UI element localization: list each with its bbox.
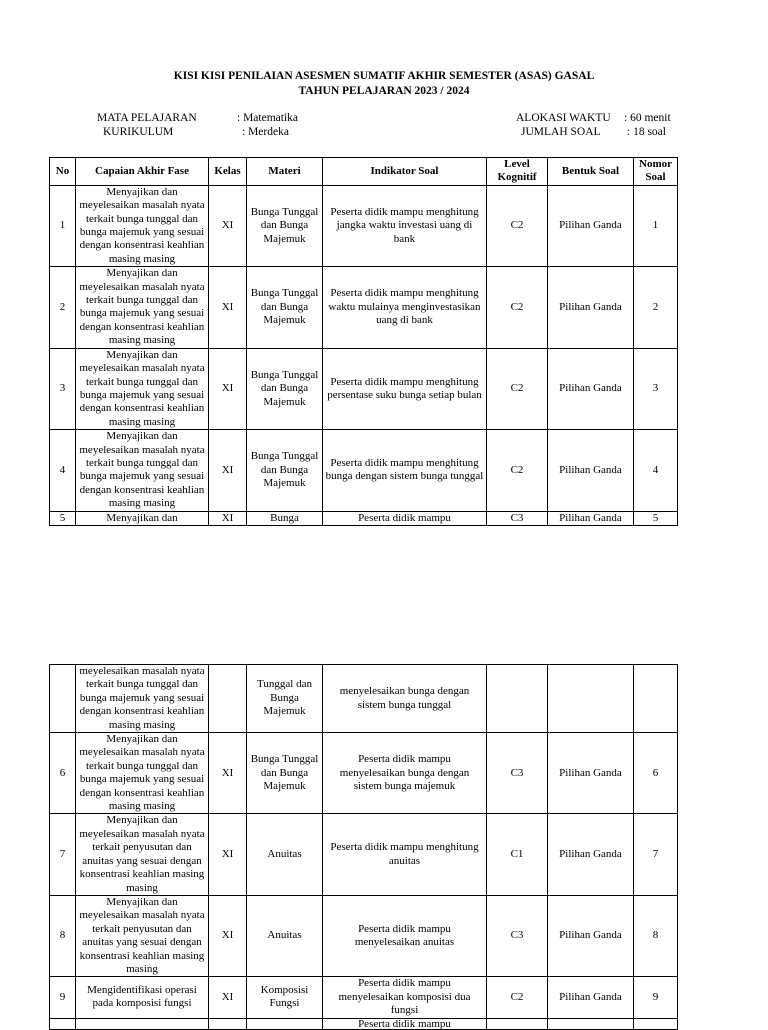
cell-capaian: Menyajikan dan meyelesaikan masalah nyata terkait penyusutan dan anuitas yang sesuai dengan konsentrasi keahlian masing masing (76, 895, 209, 976)
table-row (50, 267, 678, 348)
cell-level: C2 (487, 185, 548, 266)
cell-materi: Bunga Tunggal dan Bunga Majemuk (247, 733, 323, 814)
table-row-continuation (50, 665, 678, 733)
table-row (50, 977, 678, 1018)
cell-bentuk: Pilihan Ganda (548, 430, 634, 511)
cell-bentuk: Pilihan Ganda (548, 814, 634, 895)
cell-kelas: XI (209, 977, 247, 1018)
cell-level: C2 (487, 977, 548, 1018)
table-row (50, 430, 678, 511)
cell-kelas: XI (209, 430, 247, 511)
alokasi-value: : 60 menit (624, 112, 671, 124)
header-kelas: Kelas (209, 158, 247, 186)
table-row (50, 348, 678, 429)
cell-kelas: XI (209, 733, 247, 814)
cell-capaian: Menyajikan dan meyelesaikan masalah nyata terkait bunga tunggal dan bunga majemuk yang sesuai dengan konsentrasi keahlian masing masing (76, 733, 209, 814)
jumlah-label: JUMLAH SOAL (521, 126, 601, 138)
cell-no: 3 (50, 348, 76, 429)
cell-kelas (209, 665, 247, 733)
cell-no: 1 (50, 185, 76, 266)
cell-capaian: Mengidentifikasi operasi pada komposisi fungsi (76, 977, 209, 1018)
cell-bentuk: Pilihan Ganda (548, 733, 634, 814)
cell-bentuk (548, 665, 634, 733)
kurikulum-label: KURIKULUM (103, 126, 174, 138)
header-indikator: Indikator Soal (323, 158, 487, 186)
cell-indikator: Peserta didik mampu (323, 511, 487, 525)
cell-no (50, 665, 76, 733)
cell-materi: Bunga Tunggal dan Bunga Majemuk (247, 185, 323, 266)
cell-no: 5 (50, 511, 76, 525)
header-materi: Materi (247, 158, 323, 186)
cell-bentuk: Pilihan Ganda (548, 977, 634, 1018)
cell-level: C1 (487, 814, 548, 895)
cell-bentuk: Pilihan Ganda (548, 895, 634, 976)
cell-kelas: XI (209, 511, 247, 525)
cell-materi: Komposisi Fungsi (247, 977, 323, 1018)
cell-nomor: 8 (634, 895, 678, 976)
cell-level: C2 (487, 348, 548, 429)
cell-materi: Tunggal dan Bunga Majemuk (247, 665, 323, 733)
cell-indikator: Peserta didik mampu menghitung waktu mulainya menginvestasikan uang di bank (323, 267, 487, 348)
mapel-value: : Matematika (237, 112, 298, 124)
document-subtitle: TAHUN PELAJARAN 2023 / 2024 (298, 85, 470, 97)
cell-materi: Anuitas (247, 814, 323, 895)
kisi-table-page2 (49, 664, 678, 1030)
cell-kelas: XI (209, 348, 247, 429)
table-row (50, 814, 678, 895)
cell-capaian: Menyajikan dan meyelesaikan masalah nyata terkait penyusutan dan anuitas yang sesuai dengan konsentrasi keahlian masing masing (76, 814, 209, 895)
cell-indikator: Peserta didik mampu (323, 1018, 487, 1029)
cell-no: 8 (50, 895, 76, 976)
cell-nomor (634, 665, 678, 733)
cell-level (487, 665, 548, 733)
cell-nomor: 2 (634, 267, 678, 348)
cell-indikator: Peserta didik mampu menyelesaikan bunga dengan sistem bunga majemuk (323, 733, 487, 814)
cell-kelas: XI (209, 814, 247, 895)
jumlah-value: : 18 soal (627, 126, 666, 138)
table-row (50, 895, 678, 976)
cell-materi: Bunga (247, 511, 323, 525)
header-bentuk: Bentuk Soal (548, 158, 634, 186)
cell-nomor: 5 (634, 511, 678, 525)
cell-indikator: Peserta didik mampu menghitung jangka waktu investasi uang di bank (323, 185, 487, 266)
cell-materi: Bunga Tunggal dan Bunga Majemuk (247, 348, 323, 429)
cell-capaian: Menyajikan dan meyelesaikan masalah nyata terkait bunga tunggal dan bunga majemuk yang sesuai dengan konsentrasi keahlian masing masing (76, 430, 209, 511)
cell-indikator: Peserta didik mampu menghitung bunga dengan sistem bunga tunggal (323, 430, 487, 511)
cell-nomor: 7 (634, 814, 678, 895)
cell-kelas: XI (209, 185, 247, 266)
cell-nomor: 9 (634, 977, 678, 1018)
header-no: No (50, 158, 76, 186)
cell-level: C3 (487, 733, 548, 814)
cell-materi: Anuitas (247, 895, 323, 976)
table-row (50, 511, 678, 525)
header-level: Level Kognitif (487, 158, 548, 186)
table-row (50, 733, 678, 814)
header-capaian: Capaian Akhir Fase (76, 158, 209, 186)
kurikulum-value: : Merdeka (242, 126, 289, 138)
cell-level: C3 (487, 895, 548, 976)
cell-nomor: 1 (634, 185, 678, 266)
cell-indikator: Peserta didik mampu menghitung persentase suku bunga setiap bulan (323, 348, 487, 429)
kisi-table-page1 (49, 157, 678, 526)
cell-materi: Bunga Tunggal dan Bunga Majemuk (247, 267, 323, 348)
cell-capaian: Menyajikan dan (76, 511, 209, 525)
alokasi-label: ALOKASI WAKTU (516, 112, 611, 124)
cell-capaian: meyelesaikan masalah nyata terkait bunga tunggal dan bunga majemuk yang sesuai dengan konsentrasi keahlian masing masing (76, 665, 209, 733)
cell-indikator: Peserta didik mampu menghitung anuitas (323, 814, 487, 895)
cell-nomor: 3 (634, 348, 678, 429)
cell-bentuk: Pilihan Ganda (548, 348, 634, 429)
cell-level: C3 (487, 511, 548, 525)
cell-bentuk: Pilihan Ganda (548, 185, 634, 266)
mapel-label: MATA PELAJARAN (97, 112, 197, 124)
cell-no: 2 (50, 267, 76, 348)
cell-capaian: Menyajikan dan meyelesaikan masalah nyata terkait bunga tunggal dan bunga majemuk yang sesuai dengan konsentrasi keahlian masing masing (76, 267, 209, 348)
cell-kelas: XI (209, 895, 247, 976)
header-nomor: Nomor Soal (634, 158, 678, 186)
cell-nomor: 6 (634, 733, 678, 814)
cell-bentuk: Pilihan Ganda (548, 511, 634, 525)
table-row (50, 185, 678, 266)
cell-materi: Bunga Tunggal dan Bunga Majemuk (247, 430, 323, 511)
table-header-row (50, 158, 678, 186)
cell-bentuk: Pilihan Ganda (548, 267, 634, 348)
cell-nomor: 4 (634, 430, 678, 511)
cell-level: C2 (487, 267, 548, 348)
cell-level: C2 (487, 430, 548, 511)
cell-indikator: Peserta didik mampu menyelesaikan komposisi dua fungsi (323, 977, 487, 1018)
cell-indikator: menyelesaikan bunga dengan sistem bunga tunggal (323, 665, 487, 733)
cell-capaian: Menyajikan dan meyelesaikan masalah nyata terkait bunga tunggal dan bunga majemuk yang sesuai dengan konsentrasi keahlian masing masing (76, 348, 209, 429)
document-title: KISI KISI PENILAIAN ASESMEN SUMATIF AKHIR SEMESTER (ASAS) GASAL (173, 70, 595, 82)
cell-kelas: XI (209, 267, 247, 348)
cell-no: 4 (50, 430, 76, 511)
cell-no: 7 (50, 814, 76, 895)
cell-no: 9 (50, 977, 76, 1018)
cell-no: 6 (50, 733, 76, 814)
cell-indikator: Peserta didik mampu menyelesaikan anuitas (323, 895, 487, 976)
cell-capaian: Menyajikan dan meyelesaikan masalah nyata terkait bunga tunggal dan bunga majemuk yang sesuai dengan konsentrasi keahlian masing masing (76, 185, 209, 266)
